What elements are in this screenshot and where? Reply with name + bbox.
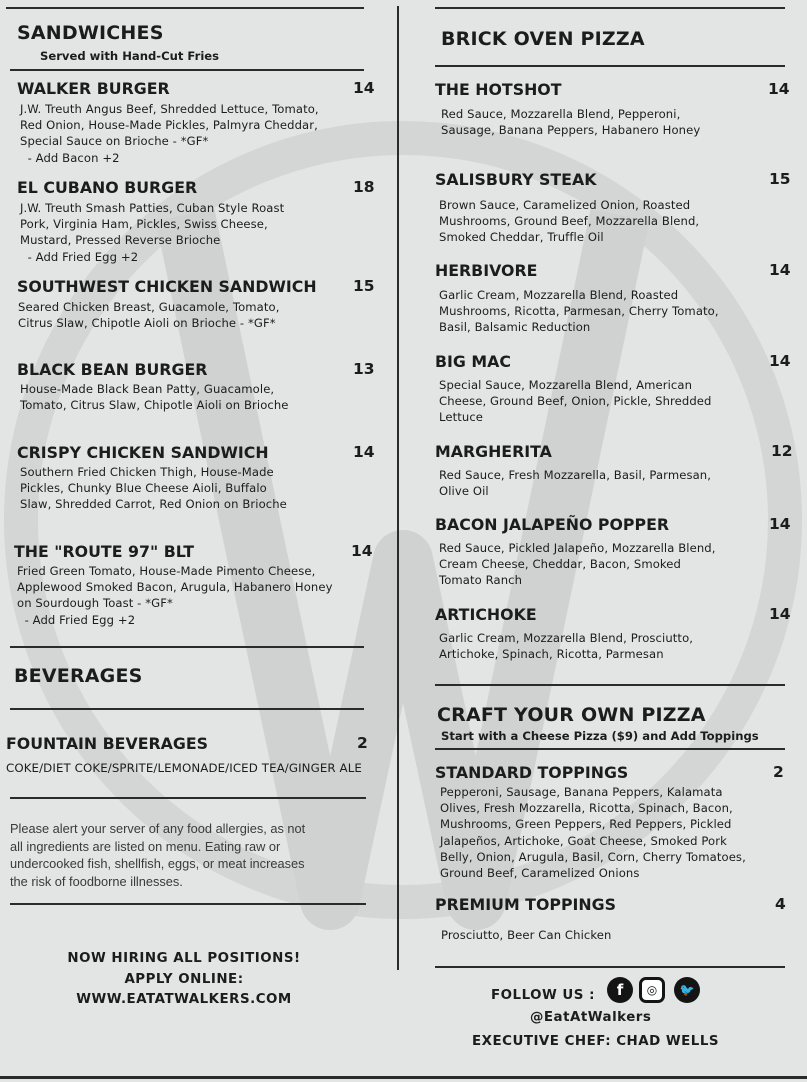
description-line: Pickles, Chunky Blue Cheese Aioli, Buffalo xyxy=(20,481,267,496)
rule xyxy=(10,797,366,799)
menu-item-price: 13 xyxy=(353,360,375,378)
menu-item-name: STANDARD TOPPINGS xyxy=(435,763,629,782)
menu-item-name: BLACK BEAN BURGER xyxy=(17,360,208,379)
menu-item-price: 14 xyxy=(769,352,791,370)
description-line: Lettuce xyxy=(439,410,484,425)
menu-item-description xyxy=(18,299,280,331)
notice-line: Please alert your server of any food allergies, as not xyxy=(10,821,306,836)
menu-item-name: FOUNTAIN BEVERAGES xyxy=(6,734,209,753)
menu-item-price: 14 xyxy=(769,515,791,533)
menu-item-name: THE "ROUTE 97" BLT xyxy=(14,542,194,561)
description-line: Cheese, Ground Beef, Onion, Pickle, Shredded xyxy=(439,394,712,409)
menu-item-price: 14 xyxy=(768,80,790,98)
menu-item-description xyxy=(17,563,333,628)
description-line: Mustard, Pressed Reverse Brioche xyxy=(20,233,221,248)
description-line: J.W. Treuth Smash Patties, Cuban Style Roast xyxy=(20,201,285,215)
menu-item-name: BIG MAC xyxy=(435,352,511,371)
menu-item-price: 18 xyxy=(353,178,375,196)
description-line: Red Onion, House-Made Pickles, Palmyra Cheddar, xyxy=(20,118,318,133)
description-line: Smoked Cheddar, Truffle Oil xyxy=(439,230,604,245)
add-on-line: - Add Fried Egg +2 xyxy=(17,612,136,627)
follow-us-label: FOLLOW US : xyxy=(491,988,595,1003)
description-line: Sausage, Banana Peppers, Habanero Honey xyxy=(441,123,701,138)
section-title-beverages: BEVERAGES xyxy=(14,665,143,687)
hiring-line: NOW HIRING ALL POSITIONS! xyxy=(67,951,301,966)
description-line: Seared Chicken Breast, Guacamole, Tomato, xyxy=(18,300,280,314)
allergy-notice xyxy=(10,820,305,890)
menu-item-description xyxy=(20,200,284,265)
description-line: Jalapeños, Artichoke, Goat Cheese, Smoked Pork xyxy=(440,833,727,848)
menu-item-description xyxy=(441,106,700,138)
menu-item-name: MARGHERITA xyxy=(435,442,552,461)
section-title-sandwiches: SANDWICHES xyxy=(17,22,164,44)
menu-item-description xyxy=(20,101,319,166)
menu-item-price: 14 xyxy=(353,79,375,97)
description-line: Tomato, Citrus Slaw, Chipotle Aioli on Brioche xyxy=(20,398,289,413)
description-line: Applewood Smoked Bacon, Arugula, Habanero Honey xyxy=(17,580,333,595)
rule xyxy=(435,966,785,968)
column-divider xyxy=(397,6,399,970)
menu-item-price: 12 xyxy=(771,442,793,460)
menu-item-name: HERBIVORE xyxy=(435,261,538,280)
rule xyxy=(435,748,785,750)
rule xyxy=(435,65,785,67)
description-line: Brown Sauce, Caramelized Onion, Roasted xyxy=(439,198,691,212)
menu-item-name: PREMIUM TOPPINGS xyxy=(435,895,616,914)
menu-item-name: SOUTHWEST CHICKEN SANDWICH xyxy=(17,277,317,296)
description-line: Olives, Fresh Mozzarella, Ricotta, Spinach, Bacon, xyxy=(440,801,733,816)
craft-subtitle: Start with a Cheese Pizza ($9) and Add Toppings xyxy=(441,729,759,743)
notice-line: undercooked fish, shellfish, eggs, or meat increases xyxy=(10,856,305,871)
menu-item-price: 14 xyxy=(769,261,791,279)
menu-item-price: 15 xyxy=(353,277,375,295)
rule xyxy=(10,903,366,905)
website-link[interactable]: WWW.EATATWALKERS.COM xyxy=(76,992,292,1007)
description-line: Basil, Balsamic Reduction xyxy=(439,320,591,335)
description-line: Citrus Slaw, Chipotle Aioli on Brioche - *GF* xyxy=(18,316,276,331)
section-title-pizza: BRICK OVEN PIZZA xyxy=(441,28,645,50)
description-line: Mushrooms, Ricotta, Parmesan, Cherry Tomato, xyxy=(439,304,719,319)
description-line: Mushrooms, Green Peppers, Red Peppers, Pickled xyxy=(440,817,732,832)
menu-item-name: EL CUBANO BURGER xyxy=(17,178,198,197)
description-line: Olive Oil xyxy=(439,484,489,499)
menu-item-price: 2 xyxy=(773,763,784,781)
menu-item-name: CRISPY CHICKEN SANDWICH xyxy=(17,443,269,462)
menu-item-description xyxy=(20,381,289,413)
description-line: on Sourdough Toast - *GF* xyxy=(17,596,173,611)
description-line: Pork, Virginia Ham, Pickles, Swiss Cheese, xyxy=(20,217,268,232)
menu-item-description xyxy=(439,540,716,589)
description-line: Pepperoni, Sausage, Banana Peppers, Kalamata xyxy=(440,785,723,799)
description-line: Cream Cheese, Cheddar, Bacon, Smoked xyxy=(439,557,681,572)
menu-item-name: SALISBURY STEAK xyxy=(435,170,597,189)
bottom-rule xyxy=(0,1076,807,1079)
executive-chef: EXECUTIVE CHEF: CHAD WELLS xyxy=(472,1034,720,1049)
description-line: Garlic Cream, Mozzarella Blend, Prosciutto, xyxy=(439,631,694,645)
sandwiches-subtitle: Served with Hand-Cut Fries xyxy=(40,49,220,63)
menu-item-price: 14 xyxy=(351,542,373,560)
description-line: Garlic Cream, Mozzarella Blend, Roasted xyxy=(439,288,679,302)
add-on-line: - Add Fried Egg +2 xyxy=(20,249,139,264)
rule xyxy=(10,708,364,710)
twitter-icon[interactable]: 🐦 xyxy=(674,977,700,1003)
description-line: Special Sauce on Brioche - *GF* xyxy=(20,134,209,149)
menu-item-description xyxy=(439,630,693,662)
description-line: Special Sauce, Mozzarella Blend, American xyxy=(439,378,693,392)
description-line: Tomato Ranch xyxy=(439,573,523,588)
description-line: Artichoke, Spinach, Ricotta, Parmesan xyxy=(439,647,664,662)
menu-item-description xyxy=(439,287,719,336)
rule xyxy=(10,69,364,71)
description-line: Red Sauce, Mozzarella Blend, Pepperoni, xyxy=(441,107,681,121)
hiring-notice xyxy=(50,949,318,1011)
notice-line: the risk of foodborne illnesses. xyxy=(10,873,183,889)
menu-item-price: 4 xyxy=(775,895,786,913)
description-line: Slaw, Shredded Carrot, Red Onion on Brioche xyxy=(20,497,287,512)
instagram-icon[interactable]: ◎ xyxy=(639,977,665,1003)
notice-line: all ingredients are listed on menu. Eating raw or xyxy=(10,838,281,854)
rule xyxy=(435,7,785,9)
menu-item-price: 14 xyxy=(769,605,791,623)
menu-item-name: ARTICHOKE xyxy=(435,605,537,624)
description-line: Belly, Onion, Arugula, Basil, Corn, Cherry Tomatoes, xyxy=(440,849,746,864)
section-title-craft-pizza: CRAFT YOUR OWN PIZZA xyxy=(437,704,706,726)
description-line: Southern Fried Chicken Thigh, House-Made xyxy=(20,465,274,479)
menu-item-description xyxy=(439,377,712,426)
menu-item-description xyxy=(440,784,746,881)
description-line: Ground Beef, Caramelized Onions xyxy=(440,866,640,881)
rule xyxy=(6,7,364,9)
menu-item-name: THE HOTSHOT xyxy=(435,80,562,99)
description-line: Red Sauce, Pickled Jalapeño, Mozzarella Blend, xyxy=(439,541,716,555)
description-line: Mushrooms, Ground Beef, Mozzarella Blend, xyxy=(439,214,700,229)
menu-item-price: 15 xyxy=(769,170,791,188)
social-handle[interactable]: @EatAtWalkers xyxy=(530,1010,652,1025)
hiring-line: APPLY ONLINE: xyxy=(124,971,244,987)
menu-item-name: WALKER BURGER xyxy=(17,79,170,98)
rule xyxy=(10,646,364,648)
menu-item-description: Prosciutto, Beer Can Chicken xyxy=(441,928,612,942)
add-on-line: - Add Bacon +2 xyxy=(20,150,120,165)
menu-item-description xyxy=(20,464,287,513)
menu-item-price: 2 xyxy=(357,734,368,752)
facebook-icon[interactable]: f xyxy=(607,977,633,1003)
menu-item-price: 14 xyxy=(353,443,375,461)
rule xyxy=(435,684,785,686)
description-line: Red Sauce, Fresh Mozzarella, Basil, Parmesan, xyxy=(439,468,712,482)
description-line: House-Made Black Bean Patty, Guacamole, xyxy=(20,382,275,396)
description-line: Fried Green Tomato, House-Made Pimento Cheese, xyxy=(17,564,316,578)
menu-item-description xyxy=(439,467,711,499)
menu-item-description xyxy=(439,197,699,246)
description-line: J.W. Treuth Angus Beef, Shredded Lettuce, Tomato, xyxy=(20,102,319,116)
menu-item-name: BACON JALAPEÑO POPPER xyxy=(435,515,670,534)
beverage-list: COKE/DIET COKE/SPRITE/LEMONADE/ICED TEA/GINGER ALE xyxy=(6,761,362,775)
